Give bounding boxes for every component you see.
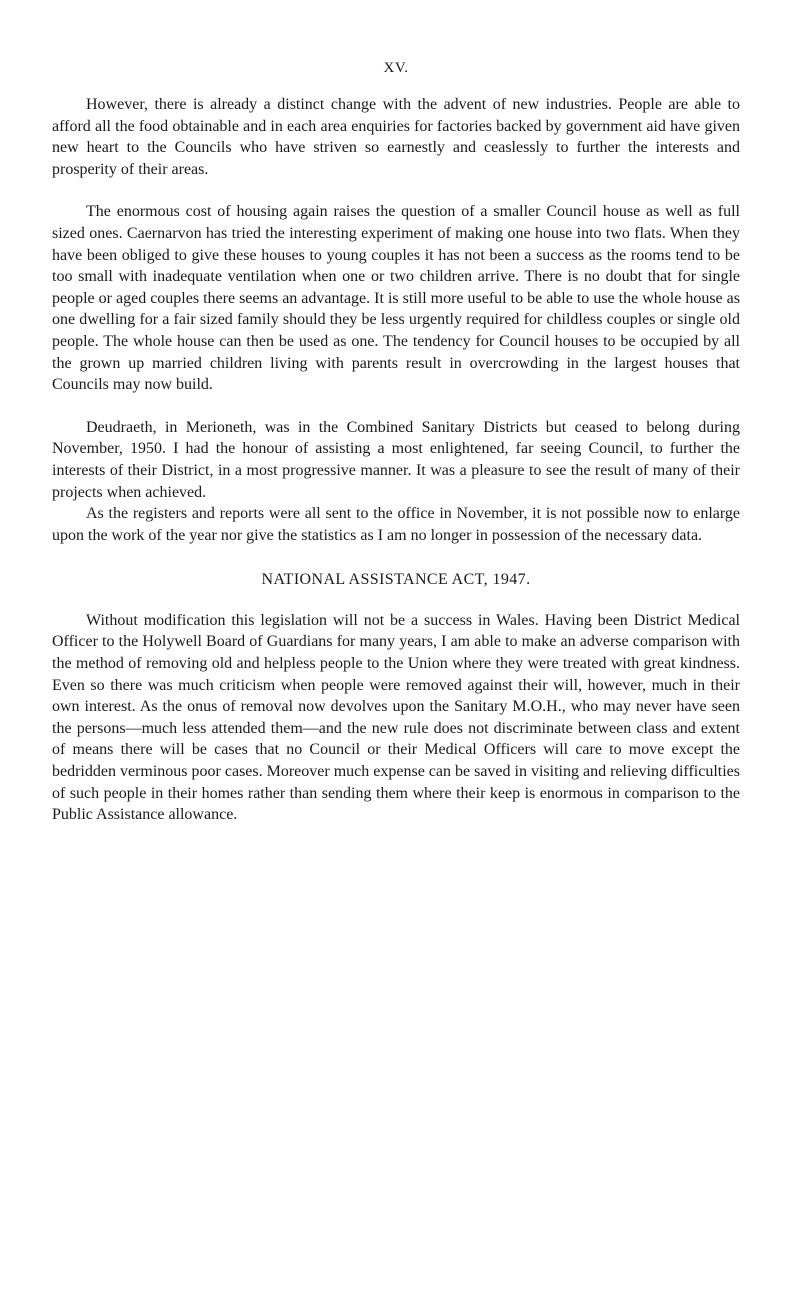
paragraph-deudraeth: Deudraeth, in Merioneth, was in the Combined Sanitary Districts but ceased to belong during November, 1950. I had the honour of assisting a most enlightened, far seeing Council, to further the interests of their District, in a most progressive manner. It was a pleasure to see the result of many of their projects when achieved. <box>52 418 740 501</box>
paragraph-housing: The enormous cost of housing again raises the question of a smaller Council house as well as full sized ones. Caernarvon has tried the interesting experiment of making one house into two flats. When they have been obliged to give these houses to young couples it has not been a success as the rooms tend to be too small with inadequate ventilation when one or two children arrive. There is no doubt that for single people or aged couples there seems an advantage. It is still more useful to be able to use the whole house as one dwelling for a fair sized family should they be less urgently required for childless couples or single old people. The whole house can then be used as one. The tendency for Council houses to be occupied by all the grown up married children living with parents result in overcrowding in the largest houses that Councils may now build. <box>52 203 740 394</box>
section-heading: NATIONAL ASSISTANCE ACT, 1947. <box>261 571 531 589</box>
body-text <box>52 94 740 826</box>
page-number: XV. <box>383 60 409 76</box>
paragraph-assistance: Without modification this legislation will not be a success in Wales. Having been District Medical Officer to the Holywell Board of Guardians for many years, I am able to make an adverse comparison with the method of removing old and helpless people to the Union where they were treated with great kindness. Even so there was much criticism when people were removed against their will, however, much in their own interest. As the onus of removal now devolves upon the Sanitary M.O.H., who may never have seen the persons—much less attended them—and the new rule does not discriminate between class and extent of means there will be cases that no Council or their Medical Officers will care to move except the bedridden verminous poor cases. Moreover much expense can be saved in visiting and relieving difficulties of such people in their homes rather than sending them where their keep is enormous in comparison to the Public Assistance allowance. <box>52 611 740 824</box>
paragraph-industries: However, there is already a distinct change with the advent of new industries. People are able to afford all the food obtainable and in each area enquiries for factories backed by government aid have given new heart to the Councils who have striven so earnestly and ceaslessly to further the interests and prosperity of their areas. <box>52 96 740 178</box>
paragraph-registers: As the registers and reports were all sent to the office in November, it is not possible now to enlarge upon the work of the year nor give the statistics as I am no longer in possession of the necessary data. <box>52 505 740 544</box>
